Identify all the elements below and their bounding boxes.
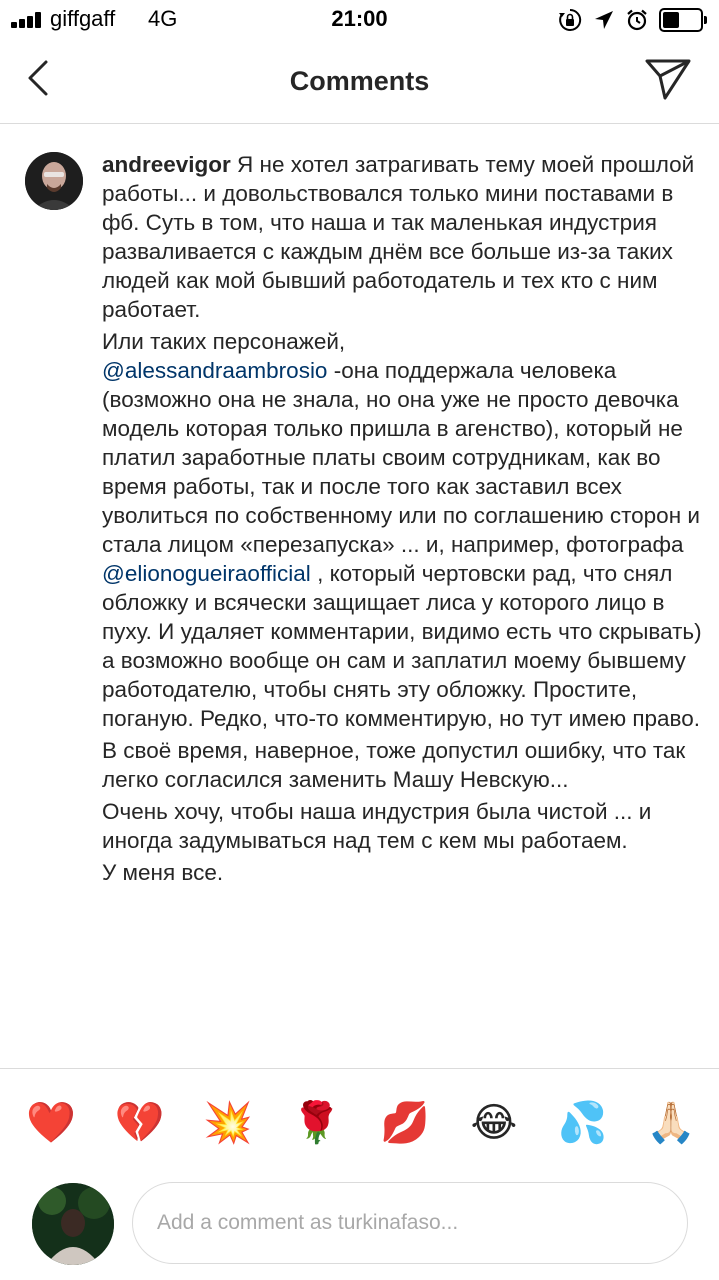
page-title: Comments <box>289 66 430 96</box>
folded-hands-emoji-button[interactable]: 🙏🏻 <box>646 1100 696 1146</box>
comment-paragraph-3: В своё время, наверное, тоже допустил ошибку, что так легко согласился заменить Машу Невскую... <box>102 738 692 792</box>
mention-link[interactable]: @elionogueiraofficial <box>102 561 311 586</box>
carrier-name: giffgaff <box>50 6 116 31</box>
avatar <box>32 1183 114 1265</box>
comment-paragraph-5: У меня все. <box>102 860 224 885</box>
sweat-droplets-emoji-button[interactable]: 💦 <box>557 1100 608 1146</box>
location-icon <box>593 9 615 31</box>
comment-input[interactable] <box>132 1182 688 1264</box>
tears-of-joy-emoji-button[interactable]: 😂 <box>470 1100 518 1146</box>
share-button[interactable] <box>643 54 693 102</box>
broken-heart-emoji-button[interactable]: 💔 <box>114 1100 165 1146</box>
status-icons <box>557 6 707 34</box>
orientation-lock-icon <box>557 7 583 33</box>
comment-paragraph-2-start: Или таких персонажей, <box>102 329 346 354</box>
paper-plane-icon <box>643 54 693 102</box>
status-time: 21:00 <box>331 6 388 31</box>
alarm-icon <box>625 8 649 32</box>
comment-body <box>102 150 708 887</box>
comment-username[interactable]: andreevigor <box>102 152 231 177</box>
mention-link[interactable]: @alessandraambrosio <box>102 358 328 383</box>
battery-icon <box>659 8 707 32</box>
kiss-mark-emoji-button[interactable]: 💋 <box>380 1100 431 1146</box>
avatar[interactable] <box>25 152 83 210</box>
status-bar <box>0 0 719 40</box>
comment-paragraph-1: Я не хотел затрагивать тему моей прошлой работы... и довольствовался только мини поставами в фб. Суть в том, что наша и так маленькая индустрия разваливается с каждым днём все больше из-за таких людей как мой бывший работодатель и тех кто с ним работает. <box>102 152 701 322</box>
comment-paragraph-4: Очень хочу, чтобы наша индустрия была чистой ... и иногда задумываться над тем с кем мы работаем. <box>102 799 658 853</box>
emoji-bar <box>26 1098 696 1148</box>
red-heart-emoji-button[interactable]: ❤️ <box>26 1100 76 1146</box>
network-type: 4G <box>148 6 178 31</box>
nav-bar <box>0 40 719 124</box>
comment-paragraph-2-end: , который чертовски рад, что снял обложку и всячески защищает лиса у которого лицо в пуху. И удаляет комментарии, видимо есть что скрывать) а возможно вообще он сам и заплатил моему бывшему работодателю, чтобы снять эту обложку. Простите, поганую. Редко, что-то комментирую, но тут имею право. <box>102 561 708 731</box>
comment-paragraph-2-middle: -она поддержала человека (возможно она не знала, но она уже не просто девочка модель которая только пришла в агенство), который не платил заработные платы своим сотрудникам, как во время работы, так и после того как заставил всех уволиться по собственному или по соглашению сторон и стала лицом «перезапуска» ... и, например, фотографа <box>102 358 707 557</box>
rose-emoji-button[interactable]: 🌹 <box>291 1100 342 1146</box>
collision-emoji-button[interactable]: 💥 <box>203 1100 254 1146</box>
divider <box>0 1068 719 1069</box>
comment-composer <box>0 1180 719 1266</box>
